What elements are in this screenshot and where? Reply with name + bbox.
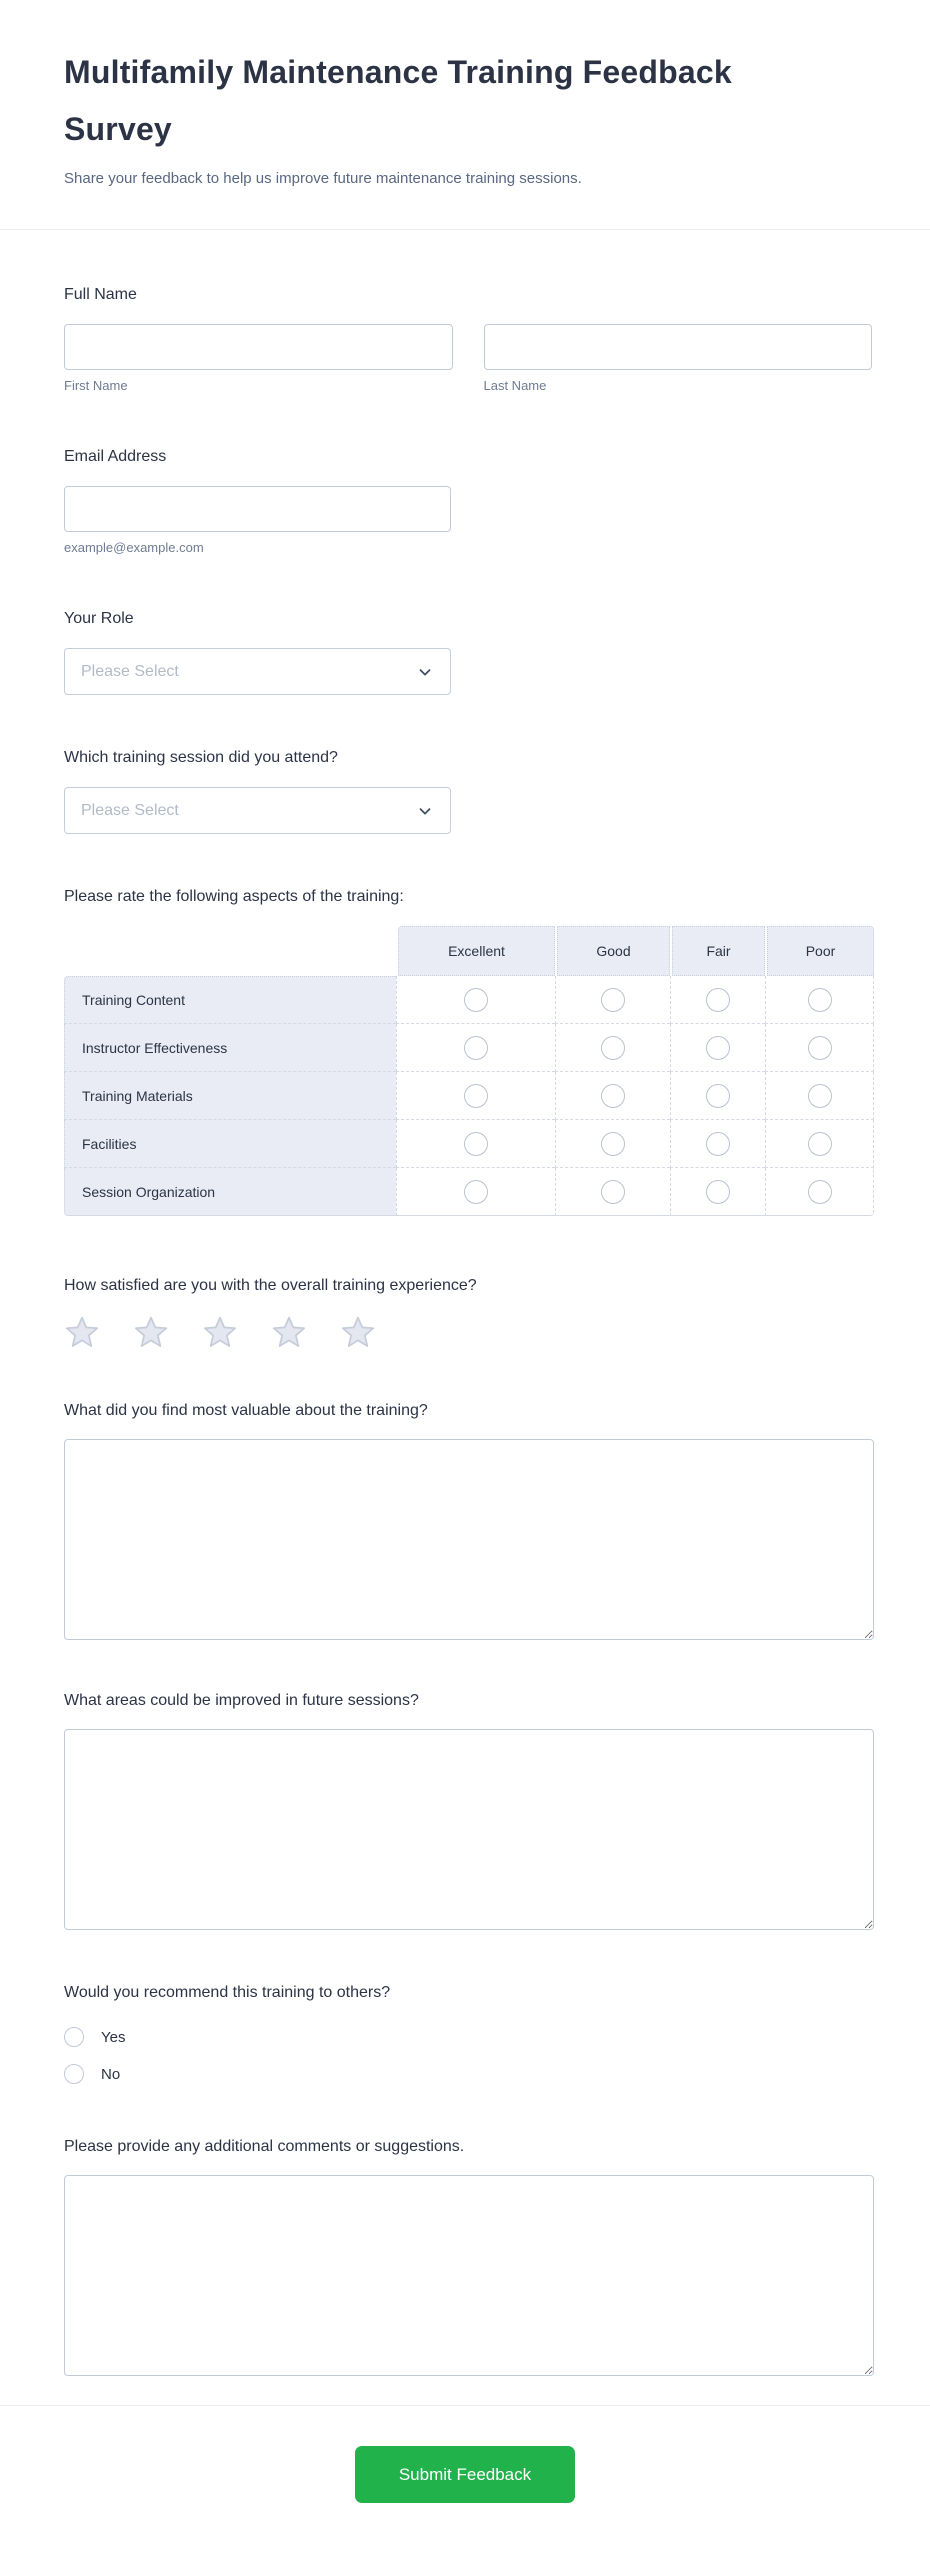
matrix-row [64, 1072, 874, 1120]
star-rating-3[interactable] [202, 1315, 238, 1350]
valuable-textarea[interactable] [64, 1439, 874, 1640]
star-rating-2[interactable] [133, 1315, 169, 1350]
star-icon [271, 1315, 307, 1350]
comments-textarea[interactable] [64, 2175, 874, 2376]
radio-session-organization-fair[interactable] [706, 1180, 730, 1204]
star-rating [64, 1315, 872, 1350]
field-email [64, 447, 872, 556]
star-icon [64, 1315, 100, 1350]
last-name-input[interactable] [484, 324, 873, 370]
chevron-down-icon [416, 663, 434, 681]
matrix-row [64, 1168, 874, 1216]
star-rating-5[interactable] [340, 1315, 376, 1350]
recommend-option-yes[interactable] [64, 2027, 872, 2047]
radio-session-organization-poor[interactable] [808, 1180, 832, 1204]
matrix-row [64, 1024, 874, 1072]
matrix-row-label: Training Materials [64, 1072, 396, 1120]
radio-facilities-excellent[interactable] [464, 1132, 488, 1156]
first-name-sublabel: First Name [64, 378, 128, 393]
email-input[interactable] [64, 486, 451, 532]
radio-training-content-poor[interactable] [808, 988, 832, 1012]
radio-facilities-fair[interactable] [706, 1132, 730, 1156]
matrix-row [64, 1120, 874, 1168]
radio-facilities-good[interactable] [601, 1132, 625, 1156]
matrix-row-label: Facilities [64, 1120, 396, 1168]
star-icon [202, 1315, 238, 1350]
matrix-row [64, 976, 874, 1024]
rating-matrix-table [64, 926, 874, 1216]
field-role [64, 609, 872, 695]
email-label: Email Address [64, 448, 167, 465]
field-session [64, 748, 872, 834]
radio-training-content-fair[interactable] [706, 988, 730, 1012]
matrix-row-label: Training Content [64, 976, 396, 1024]
field-rating-matrix [64, 887, 872, 1216]
recommend-option-no[interactable] [64, 2064, 872, 2084]
improve-label: What areas could be improved in future sessions? [64, 1692, 419, 1709]
page-subtitle: Share your feedback to help us improve future maintenance training sessions. [64, 170, 582, 187]
session-select[interactable] [64, 787, 451, 834]
satisfaction-label: How satisfied are you with the overall training experience? [64, 1277, 477, 1294]
chevron-down-icon [416, 802, 434, 820]
radio-instructor-effectiveness-good[interactable] [601, 1036, 625, 1060]
radio-training-materials-fair[interactable] [706, 1084, 730, 1108]
matrix-header-row [64, 926, 874, 976]
radio-session-organization-good[interactable] [601, 1180, 625, 1204]
radio-training-materials-good[interactable] [601, 1084, 625, 1108]
radio-training-content-good[interactable] [601, 988, 625, 1012]
star-rating-4[interactable] [271, 1315, 307, 1350]
form-footer [0, 2405, 930, 2554]
field-valuable [64, 1401, 872, 1640]
form-header [0, 0, 930, 230]
matrix-row-label: Instructor Effectiveness [64, 1024, 396, 1072]
star-icon [340, 1315, 376, 1350]
role-label: Your Role [64, 610, 134, 627]
radio-training-content-excellent[interactable] [464, 988, 488, 1012]
improve-textarea[interactable] [64, 1729, 874, 1930]
radio-facilities-poor[interactable] [808, 1132, 832, 1156]
field-comments [64, 2137, 872, 2376]
matrix-row-label: Session Organization [64, 1168, 396, 1216]
star-rating-1[interactable] [64, 1315, 100, 1350]
recommend-label: Would you recommend this training to others? [64, 1984, 391, 2001]
star-icon [133, 1315, 169, 1350]
role-select[interactable] [64, 648, 451, 695]
last-name-sublabel: Last Name [483, 378, 547, 393]
radio-training-materials-excellent[interactable] [464, 1084, 488, 1108]
recommend-option-no-label: No [101, 2065, 121, 2083]
field-improve [64, 1691, 872, 1930]
page-title: Multifamily Maintenance Training Feedback Survey [64, 54, 732, 147]
matrix-column-header: Fair [672, 926, 765, 976]
submit-button[interactable]: Submit Feedback [355, 2446, 575, 2503]
matrix-column-header: Good [557, 926, 670, 976]
recommend-option-yes-label: Yes [101, 2028, 126, 2046]
radio-training-materials-poor[interactable] [808, 1084, 832, 1108]
matrix-corner-cell [64, 926, 396, 976]
email-sublabel: example@example.com [64, 540, 204, 555]
rating-matrix-label: Please rate the following aspects of the training: [64, 888, 404, 905]
radio-circle [64, 2064, 84, 2084]
field-recommend [64, 1983, 872, 2084]
radio-circle [64, 2027, 84, 2047]
radio-instructor-effectiveness-excellent[interactable] [464, 1036, 488, 1060]
field-full-name [64, 285, 872, 394]
valuable-label: What did you find most valuable about the training? [64, 1402, 428, 1419]
session-select-placeholder: Please Select [81, 801, 179, 819]
first-name-input[interactable] [64, 324, 453, 370]
matrix-column-header: Poor [767, 926, 874, 976]
radio-instructor-effectiveness-fair[interactable] [706, 1036, 730, 1060]
radio-session-organization-excellent[interactable] [464, 1180, 488, 1204]
full-name-label: Full Name [64, 286, 137, 303]
radio-instructor-effectiveness-poor[interactable] [808, 1036, 832, 1060]
session-label: Which training session did you attend? [64, 749, 338, 766]
field-satisfaction [64, 1276, 872, 1350]
comments-label: Please provide any additional comments or suggestions. [64, 2138, 465, 2155]
matrix-column-header: Excellent [398, 926, 555, 976]
role-select-placeholder: Please Select [81, 662, 179, 680]
